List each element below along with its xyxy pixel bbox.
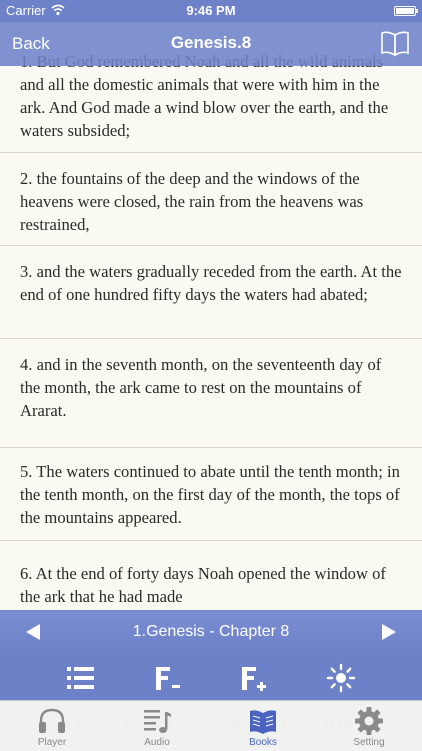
tab-player[interactable] [12, 701, 92, 751]
audio-list-icon [142, 706, 172, 736]
battery-icon [394, 6, 416, 16]
next-chapter-icon[interactable] [382, 624, 396, 640]
books-icon [248, 706, 278, 736]
status-time: 9:46 PM [186, 3, 236, 18]
headphones-icon [37, 706, 67, 736]
tab-bar [0, 700, 422, 751]
tab-label: Books [249, 737, 277, 748]
verse-2: 2. the fountains of the deep and the windows of the heavens were closed, the rain from the heavens was restrained, [20, 169, 364, 234]
verse-divider [0, 152, 422, 153]
verse-1: and all the domestic animals that were with him in the ark. And God made a wind blow over the earth, and the waters subsided; [20, 75, 389, 140]
verse-divider [0, 245, 422, 246]
verse-6: 6. At the end of forty days Noah opened the window of the ark that he had made [20, 564, 386, 606]
verse-divider [0, 540, 422, 541]
font-increase-icon[interactable] [238, 663, 268, 693]
nav-bar [0, 22, 422, 66]
verse-4: 4. and in the seventh month, on the seventeenth day of the month, the ark came to rest on the mountains of Ararat. [20, 355, 382, 420]
chapter-text[interactable] [0, 40, 422, 610]
carrier-label: Carrier [6, 3, 46, 18]
reader-toolbar [0, 655, 422, 700]
status-bar [0, 0, 422, 22]
back-button[interactable]: Back [12, 34, 50, 53]
verse-3: 3. and the waters gradually receded from the earth. At the end of one hundred fifty days the waters had abated; [20, 262, 402, 304]
brightness-icon[interactable] [326, 663, 356, 693]
verse-divider [0, 447, 422, 448]
gear-icon [354, 706, 384, 736]
font-decrease-icon[interactable] [152, 663, 182, 693]
tab-books[interactable] [223, 701, 303, 751]
tab-audio[interactable] [117, 701, 197, 751]
tab-label: Player [37, 737, 67, 748]
tab-label: Audio [144, 737, 170, 748]
page-title: Genesis.8 [170, 33, 252, 52]
list-icon[interactable] [66, 663, 96, 693]
open-book-icon[interactable] [380, 29, 410, 57]
chapter-label[interactable]: 1.Genesis - Chapter 8 [132, 623, 290, 640]
verse-divider [0, 338, 422, 339]
tab-setting[interactable] [329, 701, 409, 751]
verse-5: 5. The waters continued to abate until the tenth month; in the tenth month, on the first day of the month, the tops of the mountains appeared. [20, 462, 400, 527]
tab-label: Setting [353, 737, 385, 748]
chapter-bar [0, 610, 422, 655]
